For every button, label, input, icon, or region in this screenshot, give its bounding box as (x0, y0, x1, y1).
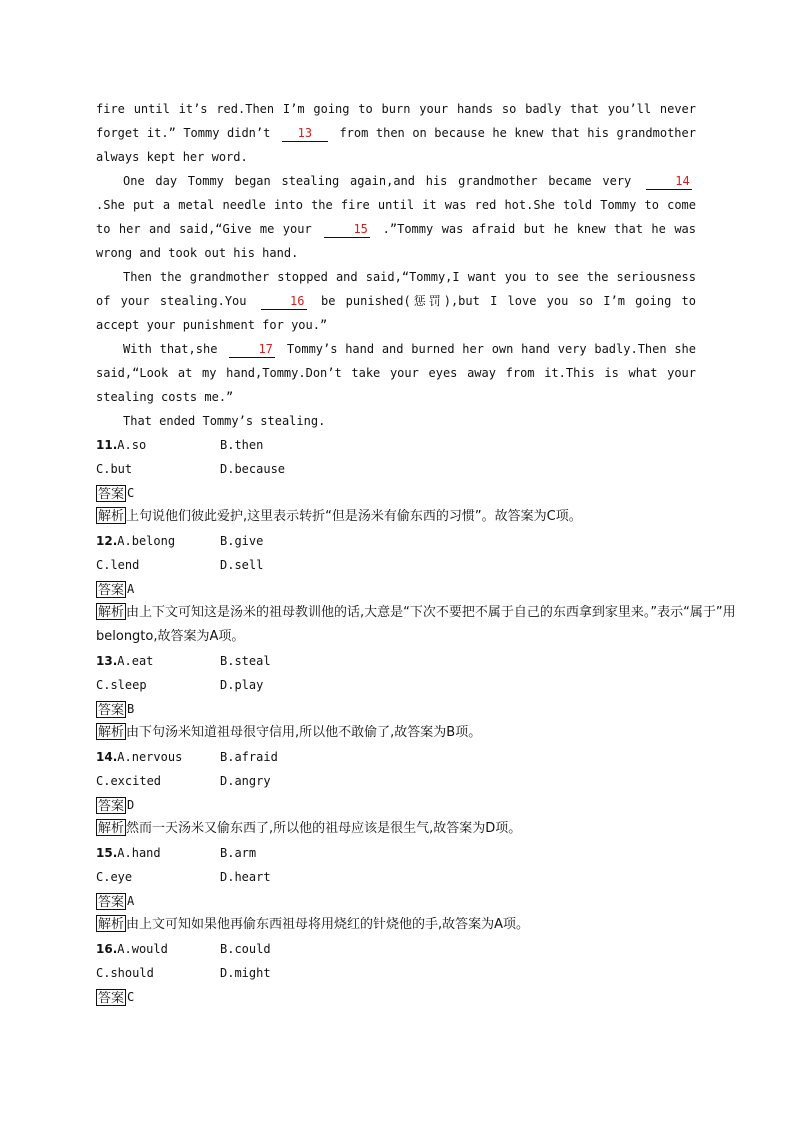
passage-paragraph-4 (96, 337, 696, 409)
answer-value: A (127, 582, 135, 596)
explanation-text: 由上下文可知这是汤米的祖母教训他的话,大意是“下次不要把不属于自己的东西拿到家里来。”表示“属于”用belongto,故答案为A项。 (96, 605, 736, 644)
passage-text: One day Tommy began stealing again,and his grandmother became very (123, 174, 632, 188)
passage-paragraph-5 (96, 409, 696, 433)
explanation-text: 由上文可知如果他再偷东西祖母将用烧红的针烧他的手,故答案为A项。 (126, 917, 530, 932)
blank-13: 13 (282, 126, 328, 142)
explanation-label: 解析 (98, 509, 125, 524)
option-c: C.lend (96, 558, 140, 572)
passage-text: Tommy’s hand and burned her own hand very badly.Then she said,“Look at my hand,Tommy.Don’t take your eyes away from it.This is what your stealing costs me.” (96, 342, 697, 404)
option-d: D.might (220, 966, 271, 980)
answer-value: C (127, 990, 135, 1004)
answer-label: 答案 (98, 702, 125, 718)
answer-value: A (127, 894, 135, 908)
answer-label: 答案 (98, 990, 125, 1006)
question-number: 12. (96, 534, 118, 548)
explanation-text: 然而一天汤米又偷东西了,所以他的祖母应该是很生气,故答案为D项。 (126, 821, 522, 836)
option-a: A.would (117, 942, 168, 956)
option-a: A.eat (117, 654, 154, 668)
option-c: C.eye (96, 870, 133, 884)
option-d: D.because (220, 462, 286, 476)
option-a: A.hand (117, 846, 161, 860)
option-a: A.nervous (117, 750, 183, 764)
option-a: A.belong (117, 534, 176, 548)
option-d: D.heart (220, 870, 271, 884)
option-d: D.sell (220, 558, 264, 572)
option-c: C.but (96, 462, 133, 476)
answer-label: 答案 (98, 582, 125, 598)
blank-15: 15 (324, 222, 370, 238)
answer-line (96, 889, 696, 913)
passage-text: Then the grandmother stopped and said,“Tommy,I want you to see the seriousness of your stealing.You (96, 270, 696, 308)
explanation-line (96, 601, 736, 649)
option-b: B.arm (220, 846, 257, 860)
question-number: 14. (96, 750, 118, 764)
answer-line (96, 985, 696, 1009)
question-13 (96, 649, 696, 745)
option-a: A.so (117, 438, 147, 452)
answer-label: 答案 (98, 798, 125, 814)
option-c: C.excited (96, 774, 162, 788)
answer-line (96, 793, 696, 817)
document-content (96, 97, 736, 1009)
option-b: B.could (220, 942, 271, 956)
passage-text: That ended Tommy’s stealing. (123, 414, 326, 428)
question-number: 13. (96, 654, 118, 668)
passage-paragraph-2 (96, 169, 696, 265)
explanation-label: 解析 (98, 725, 125, 740)
explanation-line (96, 913, 736, 937)
answer-label: 答案 (98, 894, 125, 910)
question-number: 16. (96, 942, 118, 956)
blank-14: 14 (646, 174, 692, 190)
explanation-line (96, 721, 736, 745)
option-d: D.play (220, 678, 264, 692)
blank-17: 17 (229, 342, 275, 358)
answer-line (96, 577, 696, 601)
answer-value: B (127, 702, 135, 716)
passage-text: from then on because he knew that his grandmother always kept her word. (96, 126, 696, 164)
answer-label: 答案 (98, 486, 125, 502)
passage-text: fire until it’s red.Then I’m going to burn your hands so badly that you’ll never forget it.” Tommy didn’t (96, 102, 696, 140)
question-number: 11. (96, 438, 118, 452)
answer-value: D (127, 798, 135, 812)
passage-text: .She put a metal needle into the fire until it was red hot.She told Tommy to come to her and said,“Give me your (96, 198, 696, 236)
passage-text: .”Tommy was afraid but he knew that he was wrong and took out his hand. (96, 222, 696, 260)
question-12 (96, 529, 736, 649)
option-b: B.afraid (220, 750, 278, 764)
option-b: B.then (220, 438, 264, 452)
explanation-text: 上句说他们彼此爱护,这里表示转折“但是汤米有偷东西的习惯”。故答案为C项。 (126, 509, 582, 524)
explanation-line (96, 505, 736, 529)
passage-paragraph-3 (96, 265, 696, 337)
question-number: 15. (96, 846, 118, 860)
answer-line (96, 697, 696, 721)
question-11 (96, 433, 696, 529)
option-d: D.angry (220, 774, 271, 788)
explanation-label: 解析 (98, 605, 125, 620)
passage-text: With that,she (123, 342, 218, 356)
passage-paragraph-1 (96, 97, 696, 169)
option-b: B.steal (220, 654, 271, 668)
option-b: B.give (220, 534, 264, 548)
question-14 (96, 745, 696, 841)
explanation-line (96, 817, 736, 841)
answer-line (96, 481, 696, 505)
answer-value: C (127, 486, 135, 500)
explanation-label: 解析 (98, 821, 125, 836)
option-c: C.should (96, 966, 154, 980)
question-15 (96, 841, 696, 937)
explanation-label: 解析 (98, 917, 125, 932)
passage-text: be punished(惩罚),but I love you so I’m going to accept your punishment for you.” (96, 294, 696, 332)
question-16 (96, 937, 696, 1009)
explanation-text: 由下句汤米知道祖母很守信用,所以他不敢偷了,故答案为B项。 (126, 725, 482, 740)
option-c: C.sleep (96, 678, 147, 692)
blank-16: 16 (261, 294, 307, 310)
